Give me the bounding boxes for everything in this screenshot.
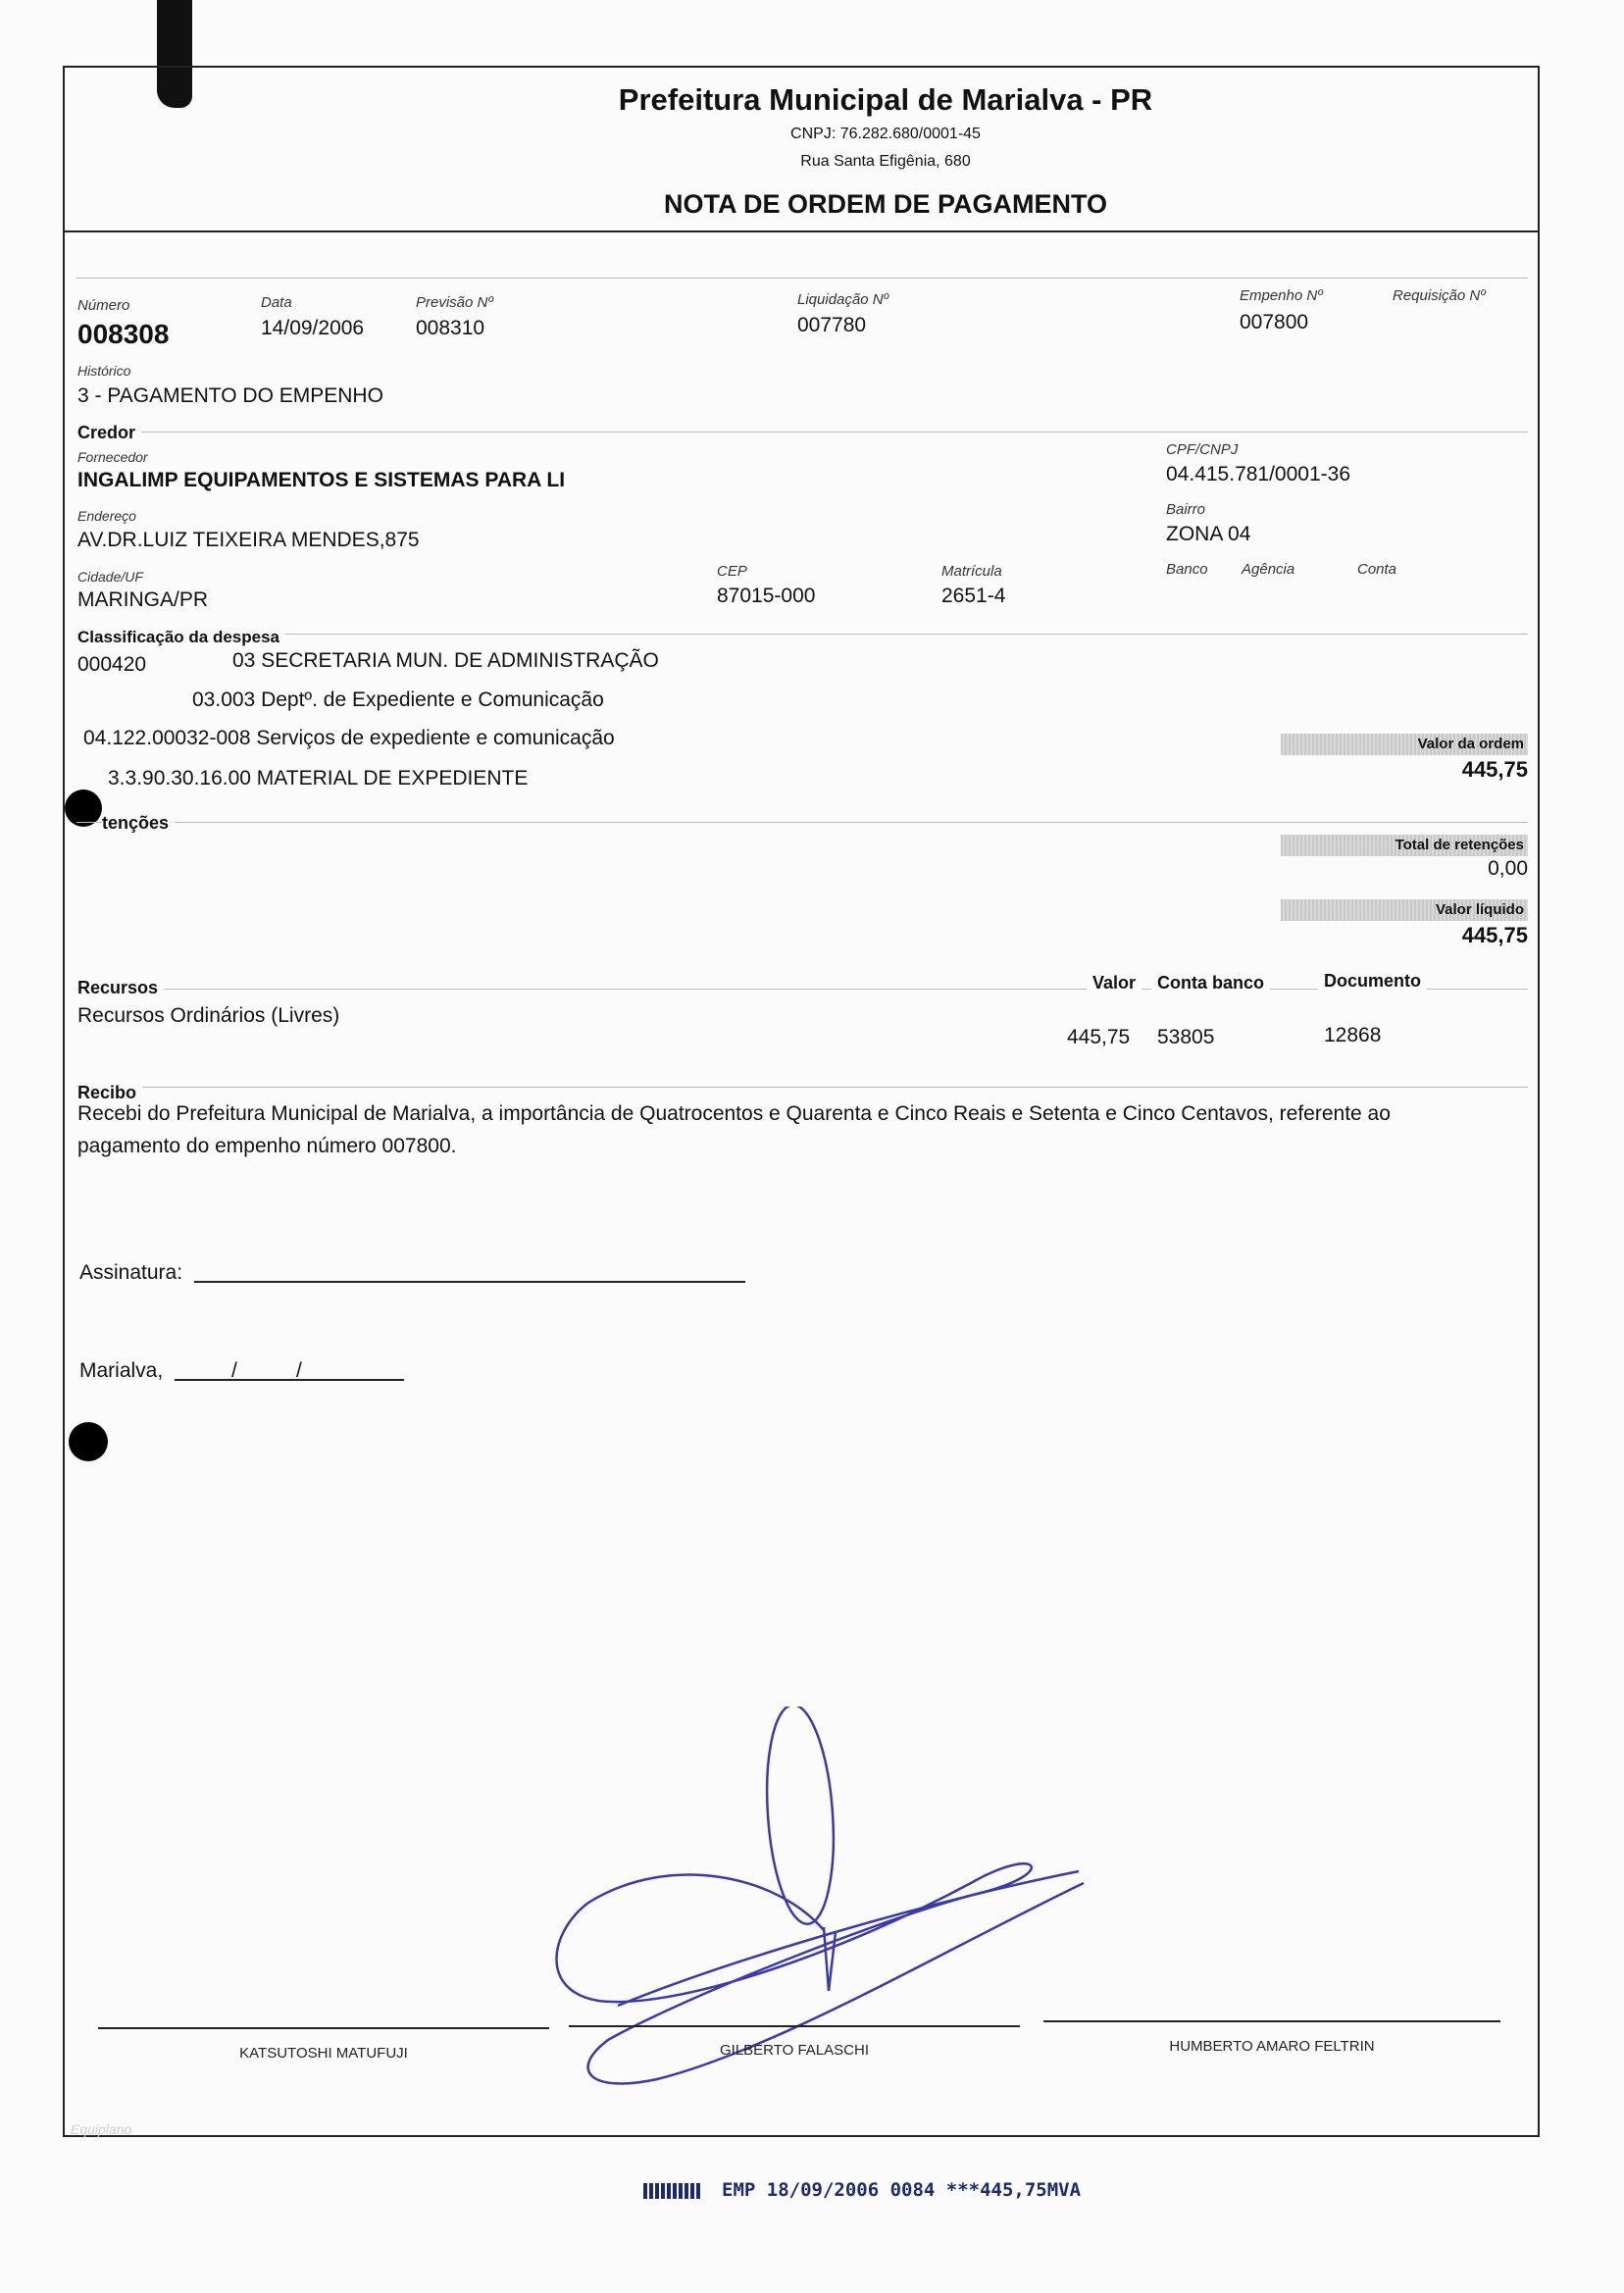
recursos-conta: 53805 — [1157, 1026, 1215, 1048]
agencia-label: Agência — [1242, 561, 1295, 578]
classificacao-code: 000420 — [77, 653, 147, 676]
date-separator: / — [231, 1359, 237, 1382]
empenho-label: Empenho Nº — [1240, 287, 1323, 304]
cep-label: CEP — [717, 563, 747, 580]
assinatura-label: Assinatura: — [79, 1261, 183, 1284]
recibo-section: Recibo — [77, 1083, 142, 1103]
recursos-valor: 445,75 — [1067, 1026, 1131, 1048]
liquidacao-label: Liquidação Nº — [797, 291, 889, 308]
empenho-value: 007800 — [1240, 311, 1309, 333]
fornecedor-value: INGALIMP EQUIPAMENTOS E SISTEMAS PARA LI — [77, 469, 566, 491]
signatory-name: GILBERTO FALASCHI — [720, 2042, 869, 2059]
endereco-label: Endereço — [77, 508, 136, 524]
valor-ordem-value: 445,75 — [1461, 757, 1528, 782]
recursos-documento-label: Documento — [1318, 971, 1427, 992]
stamp-barcode — [643, 2183, 700, 2199]
cpf-value: 04.415.781/0001-36 — [1166, 463, 1351, 485]
header-address: Rua Santa Efigênia, 680 — [800, 153, 971, 170]
signature-line — [98, 2027, 549, 2029]
date-blank-line — [175, 1379, 404, 1381]
signature-scribble — [530, 1707, 1098, 2099]
matricula-value: 2651-4 — [941, 585, 1006, 607]
bairro-label: Bairro — [1166, 501, 1206, 518]
divider — [76, 822, 1528, 823]
cpf-label: CPF/CNPJ — [1166, 441, 1239, 458]
date-separator: / — [296, 1359, 302, 1382]
conta-label: Conta — [1357, 561, 1397, 578]
data-label: Data — [261, 294, 292, 311]
requisicao-label: Requisição Nº — [1393, 287, 1486, 304]
recursos-section: Recursos — [77, 978, 164, 998]
valor-liquido-label: Valor líquido — [1281, 899, 1528, 921]
bairro-value: ZONA 04 — [1166, 523, 1251, 545]
assinatura-line — [194, 1281, 745, 1283]
fornecedor-label: Fornecedor — [77, 449, 148, 465]
divider — [76, 432, 1528, 433]
previsao-value: 008310 — [416, 317, 485, 339]
total-retencoes-value: 0,00 — [1488, 857, 1528, 880]
header-divider — [63, 230, 1540, 232]
recursos-valor-label: Valor — [1087, 973, 1142, 994]
watermark: Equiplano — [71, 2121, 132, 2137]
liquidacao-value: 007780 — [797, 314, 867, 336]
signatory-name: HUMBERTO AMARO FELTRIN — [1169, 2038, 1375, 2055]
matricula-label: Matrícula — [941, 563, 1002, 580]
signatory-name: KATSUTOSHI MATUFUJI — [239, 2045, 408, 2062]
doc-title: NOTA DE ORDEM DE PAGAMENTO — [663, 189, 1107, 219]
classificacao-line3: 04.122.00032-008 Serviços de expediente e comunicação — [83, 727, 615, 749]
cep-value: 87015-000 — [717, 585, 816, 607]
classificacao-section: Classificação da despesa — [77, 628, 285, 647]
recibo-text-line1: Recebi do Prefeitura Municipal de Marialva, a importância de Quatrocentos e Quarenta e Cinco Reais e Setenta e Cinco Centavos, referente ao — [77, 1102, 1391, 1125]
header-title: Prefeitura Municipal de Marialva - PR — [618, 82, 1153, 117]
payment-stamp: EMP 18/09/2006 0084 ***445,75MVA — [722, 2179, 1082, 2201]
historico-value: 3 - PAGAMENTO DO EMPENHO — [77, 384, 383, 407]
classificacao-line2: 03.003 Deptº. de Expediente e Comunicação — [192, 688, 604, 711]
data-value: 14/09/2006 — [261, 317, 365, 339]
retencoes-section: tenções — [102, 813, 175, 834]
numero-value: 008308 — [77, 319, 170, 349]
recursos-descricao: Recursos Ordinários (Livres) — [77, 1004, 340, 1027]
recursos-documento: 12868 — [1324, 1024, 1382, 1046]
classificacao-line4: 3.3.90.30.16.00 MATERIAL DE EXPEDIENTE — [108, 767, 529, 790]
endereco-value: AV.DR.LUIZ TEIXEIRA MENDES,875 — [77, 529, 420, 551]
classificacao-line1: 03 SECRETARIA MUN. DE ADMINISTRAÇÃO — [232, 649, 659, 672]
cidade-value: MARINGA/PR — [77, 588, 209, 611]
numero-label: Número — [77, 297, 130, 314]
signature-line — [1043, 2020, 1500, 2022]
banco-label: Banco — [1166, 561, 1208, 578]
credor-section: Credor — [77, 423, 141, 443]
signature-line — [569, 2025, 1020, 2027]
valor-ordem-label: Valor da ordem — [1281, 734, 1528, 755]
header-cnpj: CNPJ: 76.282.680/0001-45 — [790, 126, 981, 142]
total-retencoes-label: Total de retenções — [1281, 835, 1528, 856]
divider — [76, 634, 1528, 635]
historico-label: Histórico — [77, 363, 131, 379]
recibo-text-line2: pagamento do empenho número 007800. — [77, 1135, 457, 1157]
previsao-label: Previsão Nº — [416, 294, 493, 311]
valor-liquido-value: 445,75 — [1461, 923, 1528, 947]
divider — [76, 278, 1528, 279]
recursos-conta-label: Conta banco — [1151, 973, 1270, 994]
local-label: Marialva, — [79, 1359, 164, 1382]
divider — [76, 1087, 1528, 1088]
divider — [76, 989, 1528, 990]
cidade-label: Cidade/UF — [77, 569, 143, 585]
